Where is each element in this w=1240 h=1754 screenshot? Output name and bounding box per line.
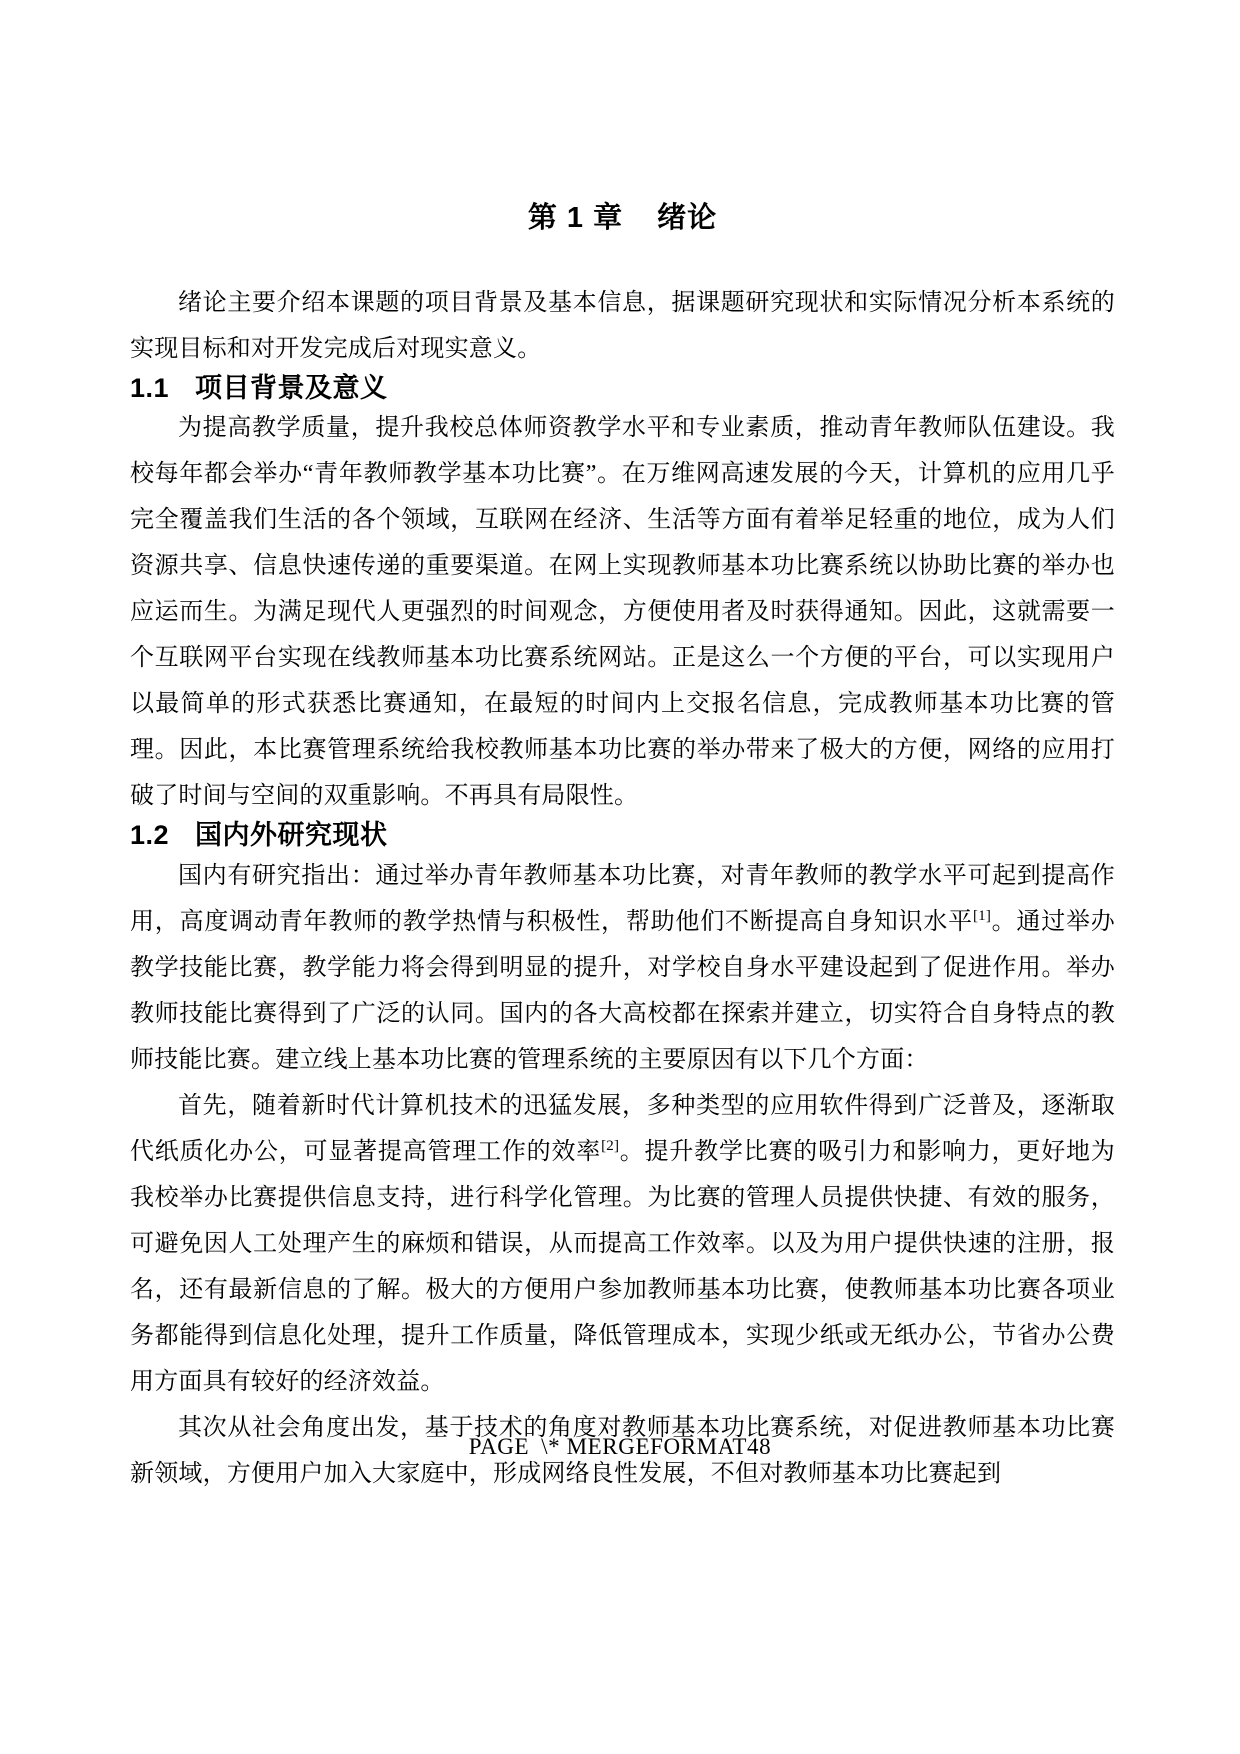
section-1-1-paragraph-1: 为提高教学质量，提升我校总体师资教学水平和专业素质，推动青年教师队伍建设。我校每年都会举办“青年教师教学基本功比赛”。在万维网高速发展的今天，计算机的应用几乎完全覆盖我们生活的各个领域，互联网在经济、生活等方面有着举足轻重的地位，成为人们资源共享、信息快速传递的重要渠道。在网上实现教师基本功比赛系统以协助比赛的举办也应运而生。为满足现代人更强烈的时间观念，方便使用者及时获得通知。因此，这就需要一个互联网平台实现在线教师基本功比赛系统网站。正是这么一个方便的平台，可以实现用户以最简单的形式获悉比赛通知，在最短的时间内上交报名信息，完成教师基本功比赛的管理。因此，本比赛管理系统给我校教师基本功比赛的举办带来了极大的方便，网络的应用打破了时间与空间的双重影响。不再具有局限性。 — [130, 415, 1115, 810]
section-number-1-1: 1.1 — [130, 372, 170, 403]
section-heading-1-2 — [130, 819, 1115, 853]
section-title-1-1: 项目背景及意义 — [195, 372, 388, 403]
paragraph-text-before-ref: 其次从社会角度出发，基于技术的角度对教师基本功比赛系统，对促进教师基本功比赛新领域，方便用户加入大家庭中，形成网络良性发展，不但对教师基本功比赛起到 — [130, 1415, 1115, 1488]
chapter-title — [130, 0, 1115, 238]
chapter-number-label: 第 1 章 — [527, 202, 624, 234]
citation-ref-2: [2] — [601, 1138, 620, 1155]
section-title-1-2: 国内外研究现状 — [195, 820, 388, 851]
intro-block — [130, 280, 1115, 372]
page-footer — [0, 1434, 1240, 1460]
section-heading-1-1 — [130, 372, 1115, 406]
citation-ref-1: [1] — [972, 908, 992, 925]
paragraph-text-before-ref: 国内有研究指出：通过举办青年教师基本功比赛，对青年教师的教学水平可起到提高作用，高度调动青年教师的教学热情与积极性，帮助他们不断提高自身知识水平 — [130, 863, 1115, 936]
paragraph-text-before-ref: 首先，随着新时代计算机技术的迅猛发展，多种类型的应用软件得到广泛普及，逐渐取代纸质化办公，可显著提高管理工作的效率 — [130, 1093, 1115, 1166]
paragraph-text-after-ref: 。通过举办教学技能比赛，教学能力将会得到明显的提升，对学校自身水平建设起到了促进作用。举办教师技能比赛得到了广泛的认同。国内的各大高校都在探索并建立，切实符合自身特点的教师技能比赛。建立线上基本功比赛的管理系统的主要原因有以下几个方面： — [130, 909, 1115, 1074]
chapter-title-text: 绪论 — [657, 202, 718, 234]
intro-paragraph: 绪论主要介绍本课题的项目背景及基本信息，据课题研究现状和实际情况分析本系统的实现目标和对开发完成后对现实意义。 — [130, 289, 1115, 362]
paragraph-text-after-ref: 。提升教学比赛的吸引力和影响力，更好地为我校举办比赛提供信息支持，进行科学化管理。为比赛的管理人员提供快捷、有效的服务，可避免因人工处理产生的麻烦和错误，从而提高工作效率。以及为用户提供快速的注册，报名，还有最新信息的了解。极大的方便用户参加教师基本功比赛，使教师基本功比赛各项业务都能得到信息化处理，提升工作质量，降低管理成本，实现少纸或无纸办公，节省办公费用方面具有较好的经济效益。 — [130, 1139, 1115, 1396]
footer-field-switch: \* MERGEFORMAT48 — [541, 1434, 772, 1459]
section-1-2-paragraph-2 — [130, 1083, 1115, 1405]
section-number-1-2: 1.2 — [130, 820, 170, 851]
section-1-2-paragraph-1 — [130, 853, 1115, 1083]
page-content — [130, 0, 1115, 1497]
footer-field-code: PAGE — [468, 1434, 530, 1459]
